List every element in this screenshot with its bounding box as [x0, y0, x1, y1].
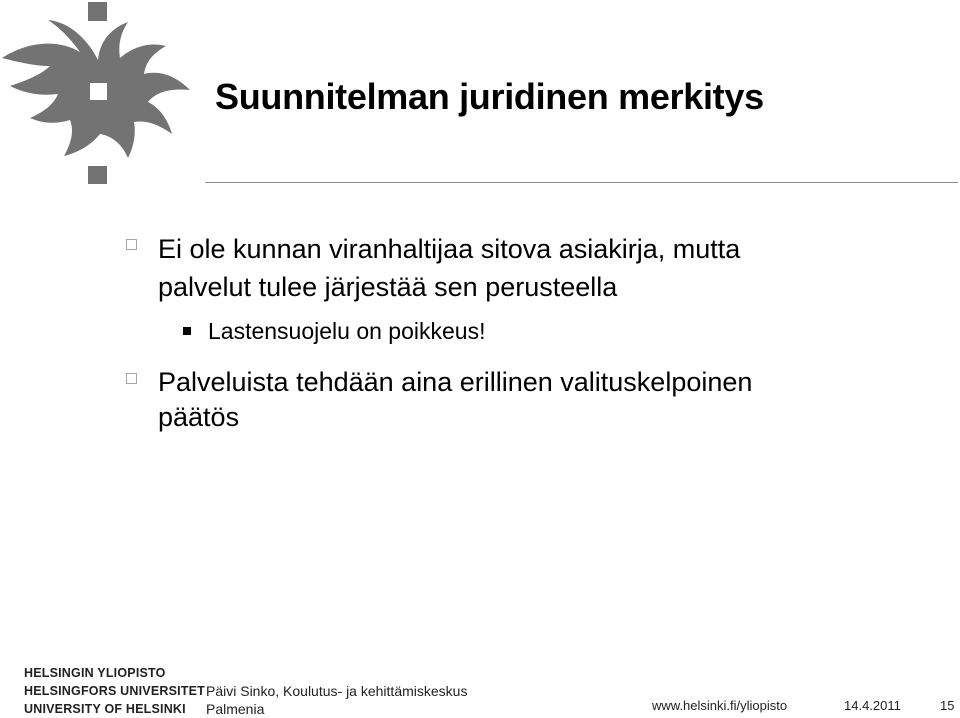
author-line-1: Päivi Sinko, Koulutus- ja kehittämiskeskus	[206, 683, 468, 699]
org-name-sv: HELSINGFORS UNIVERSITET	[24, 684, 206, 698]
sub-bullet-square-icon	[183, 327, 191, 335]
bullet-2-line-2: päätös	[158, 402, 240, 432]
slide-title: Suunnitelman juridinen merkitys	[215, 76, 764, 117]
footer-date: 14.4.2011	[844, 698, 901, 713]
org-name-fi: HELSINGIN YLIOPISTO	[24, 666, 166, 680]
footer-author	[206, 682, 467, 718]
footer-url: www.helsinki.fi/yliopisto	[652, 698, 788, 713]
sub-bullet-1: Lastensuojelu on poikkeus!	[208, 318, 486, 344]
page-number: 15	[940, 698, 955, 713]
footer-organization	[24, 664, 205, 718]
university-logo-icon	[0, 0, 200, 190]
author-line-2: Palmenia	[206, 701, 265, 717]
title-divider	[205, 182, 958, 183]
bullet-square-icon	[126, 239, 137, 250]
bullet-1-line-1: Ei ole kunnan viranhaltijaa sitova asiakirja, mutta	[158, 234, 741, 264]
bullet-1-line-2: palvelut tulee järjestää sen perusteella	[158, 272, 618, 302]
bullet-2-line-1: Palveluista tehdään aina erillinen valituskelpoinen	[158, 367, 753, 397]
org-name-en: UNIVERSITY OF HELSINKI	[24, 702, 186, 716]
bullet-square-icon	[126, 373, 137, 384]
